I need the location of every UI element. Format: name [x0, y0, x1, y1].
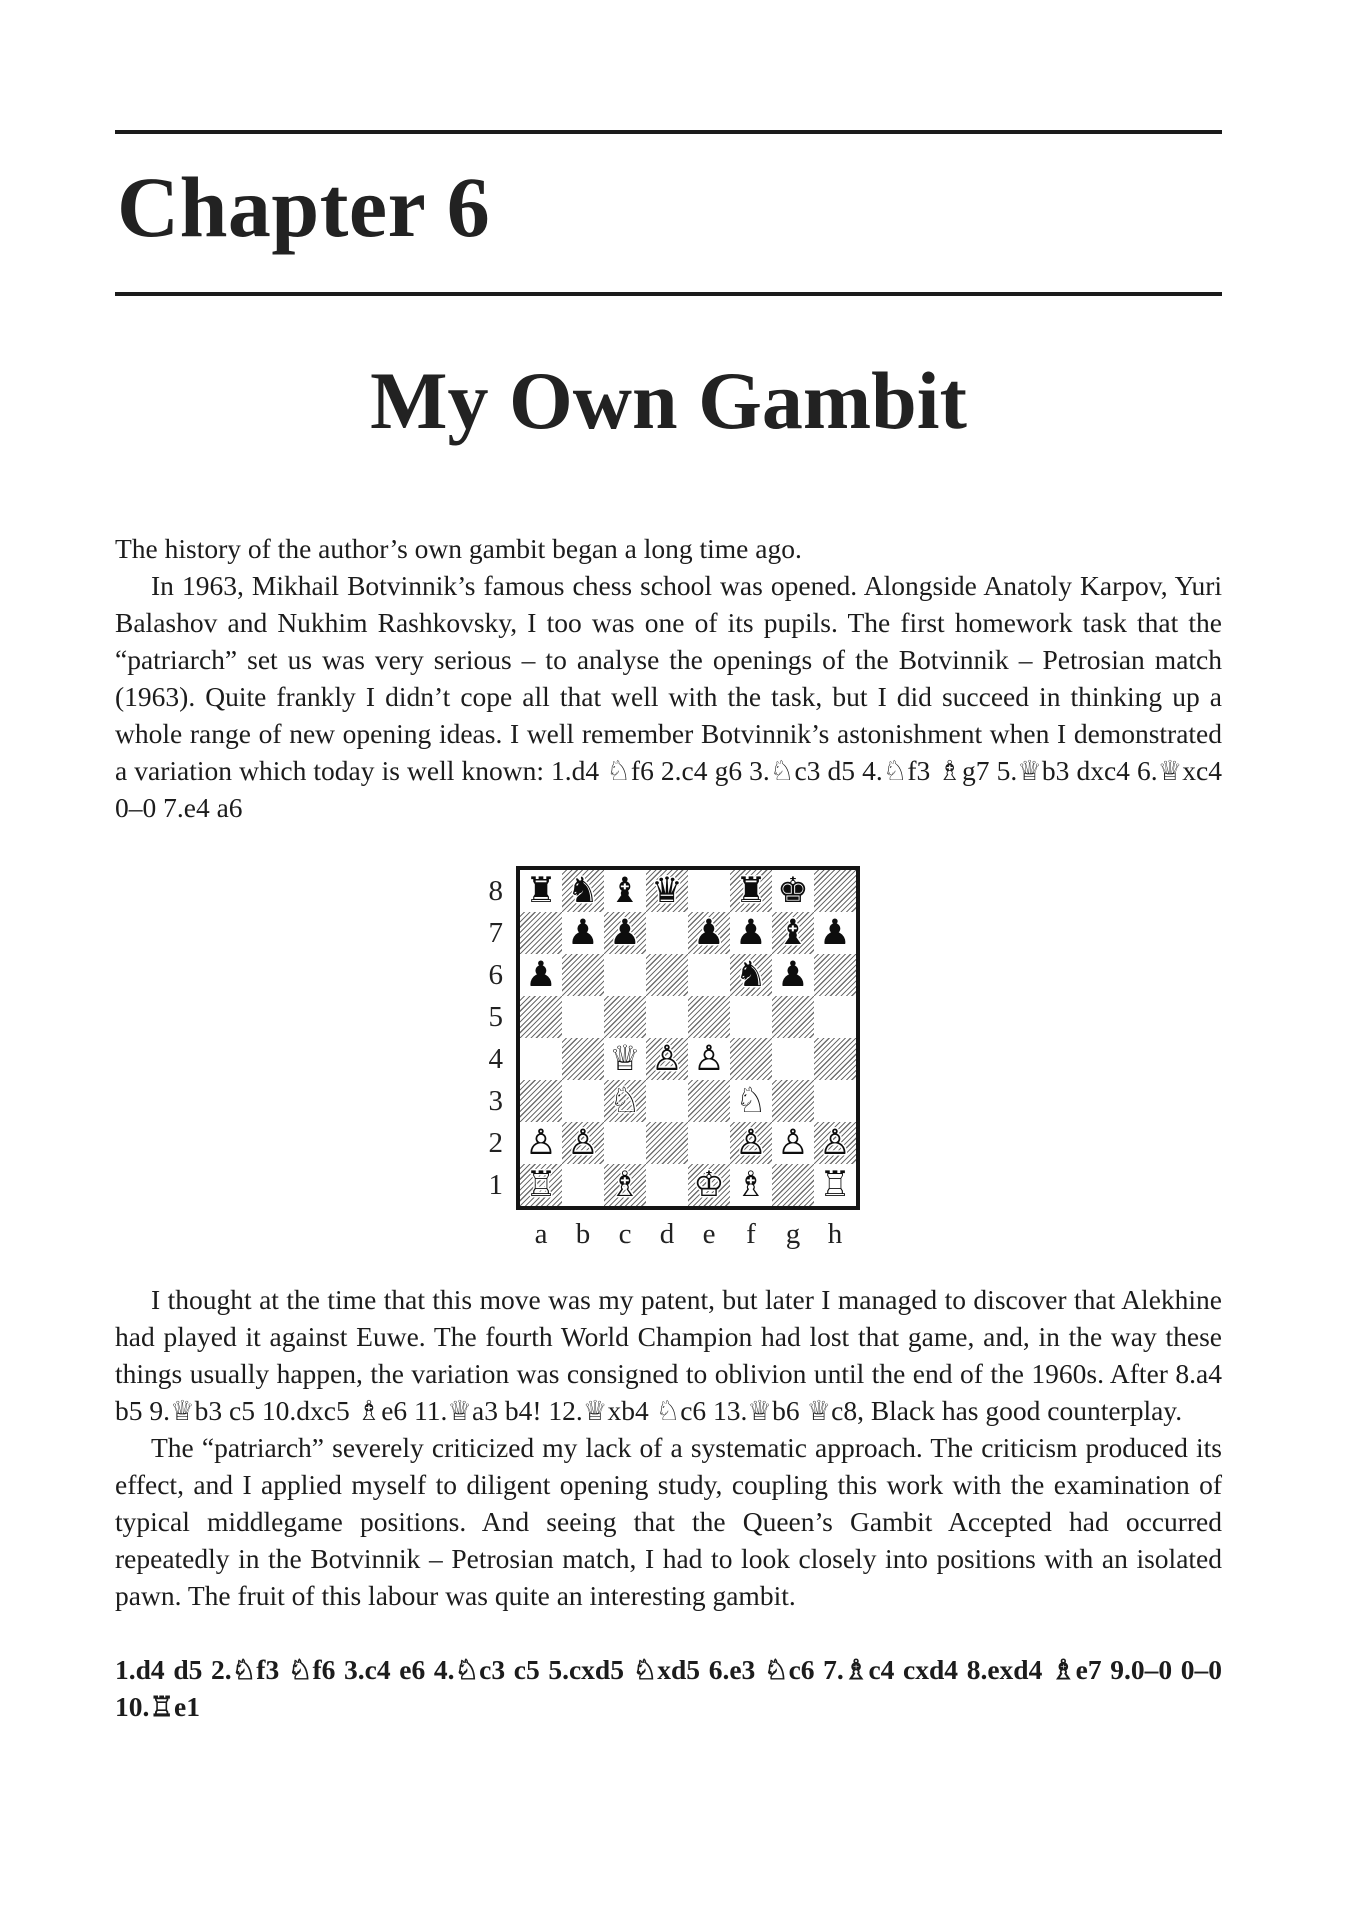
file-label-a: a: [534, 1218, 548, 1250]
board-square-e7: [688, 912, 730, 954]
piece-bp-a6: ♟: [525, 955, 557, 995]
board-square-f1: [730, 1164, 772, 1206]
chapter-heading: Chapter 6: [117, 159, 491, 255]
board-square-b8: [562, 870, 604, 912]
board-square-f6: [730, 954, 772, 996]
board-square-g5: [772, 996, 814, 1038]
rank-label-8: 8: [488, 874, 503, 907]
board-square-f2: [730, 1122, 772, 1164]
board-square-f7: [730, 912, 772, 954]
piece-wn-c3: ♘: [609, 1081, 641, 1121]
board-square-e5: [688, 996, 730, 1038]
board-square-d1: [646, 1164, 688, 1206]
paragraph-history: The history of the author’s own gambit began a long time ago.: [115, 533, 802, 564]
file-label-d: d: [659, 1218, 675, 1250]
board-square-d2: [646, 1122, 688, 1164]
board-square-b6: [562, 954, 604, 996]
piece-wp-e4: ♙: [693, 1039, 725, 1079]
piece-bp-c7: ♟: [609, 913, 641, 953]
board-square-d6: [646, 954, 688, 996]
board-square-f3: [730, 1080, 772, 1122]
board-square-h3: [814, 1080, 856, 1122]
piece-bp-b7: ♟: [567, 913, 599, 953]
rank-labels: [477, 866, 503, 1206]
board-square-b7: [562, 912, 604, 954]
board-square-g4: [772, 1038, 814, 1080]
board-square-h4: [814, 1038, 856, 1080]
board-square-c3: [604, 1080, 646, 1122]
board-square-c6: [604, 954, 646, 996]
board-square-c1: [604, 1164, 646, 1206]
paragraph-patent: I thought at the time that this move was my patent, but later I managed to discover that Alekhine had played it against Euwe. The fourth World Champion had lost that game, and, in the way these things usually happen, the variation was consigned to oblivion until the end of the 1960s. After 8.a4 b5 9.♕b3 c5 10.dxc5 ♗e6 11.♕a3 b4! 12.♕xb4 ♘c6 13.♕b6 ♕c8, Black has good counterplay.: [115, 1284, 1222, 1426]
board-square-d3: [646, 1080, 688, 1122]
page-title: My Own Gambit: [370, 355, 967, 446]
piece-wr-a1: ♖: [525, 1165, 557, 1205]
board-square-a7: [520, 912, 562, 954]
paragraph-criticism: The “patriarch” severely criticized my lack of a systematic approach. The criticism produced its effect, and I applied myself to diligent opening study, coupling this work with the examination of typical middlegame positions. And seeing that the Queen’s Gambit Accepted had occurred repeatedly in the Botvinnik – Petrosian match, I had to look closely into positions with an isolated pawn. The fruit of this labour was quite an interesting gambit.: [115, 1432, 1222, 1611]
board-square-h8: [814, 870, 856, 912]
board-square-c4: [604, 1038, 646, 1080]
board-square-d8: [646, 870, 688, 912]
piece-wb-f1: ♗: [735, 1165, 767, 1205]
board-square-g6: [772, 954, 814, 996]
board-square-a2: [520, 1122, 562, 1164]
chess-board: [516, 866, 860, 1210]
piece-bq-d8: ♛: [651, 871, 683, 911]
chapter-rule-top: [115, 130, 1222, 134]
board-square-c7: [604, 912, 646, 954]
board-square-a1: [520, 1164, 562, 1206]
board-square-e8: [688, 870, 730, 912]
board-square-d7: [646, 912, 688, 954]
file-label-h: h: [827, 1218, 843, 1250]
file-label-g: g: [785, 1218, 801, 1250]
piece-bb-c8: ♝: [609, 871, 641, 911]
paragraph-botvinnik-school: In 1963, Mikhail Botvinnik’s famous chess school was opened. Alongside Anatoly Karpov, Yuri Balashov and Nukhim Rashkovsky, I too was one of its pupils. The first homework task that the “patriarch” set us was very serious – to analyse the openings of the Botvinnik – Petrosian match (1963). Quite frankly I didn’t cope all that well with the task, but I did succeed in thinking up a whole range of new opening ideas. I well remember Botvinnik’s astonishment when I demonstrated a variation which today is well known: 1.d4 ♘f6 2.c4 g6 3.♘c3 d5 4.♘f3 ♗g7 5.♕b3 dxc4 6.♕xc4 0–0 7.e4 a6: [115, 570, 1222, 823]
piece-bp-h7: ♟: [819, 913, 851, 953]
main-line-moves: 1.d4 d5 2.♘f3 ♘f6 3.c4 e6 4.♘c3 c5 5.cxd5 ♘xd5 6.e3 ♘c6 7.♗c4 cxd4 8.exd4 ♗e7 9.0–0 0–0 10.♖e1: [115, 1654, 1222, 1722]
board-square-b2: [562, 1122, 604, 1164]
board-square-e1: [688, 1164, 730, 1206]
board-square-e4: [688, 1038, 730, 1080]
file-label-b: b: [575, 1218, 591, 1250]
file-labels: [520, 1218, 860, 1251]
piece-wp-a2: ♙: [525, 1123, 557, 1163]
piece-bp-f7: ♟: [735, 913, 767, 953]
piece-wp-b2: ♙: [567, 1123, 599, 1163]
board-square-c8: [604, 870, 646, 912]
board-square-a5: [520, 996, 562, 1038]
rank-label-6: 6: [488, 958, 503, 991]
board-square-g1: [772, 1164, 814, 1206]
board-square-a4: [520, 1038, 562, 1080]
file-label-f: f: [746, 1218, 756, 1250]
board-square-c2: [604, 1122, 646, 1164]
rank-label-3: 3: [488, 1084, 503, 1117]
board-square-h5: [814, 996, 856, 1038]
piece-bb-g7: ♝: [777, 913, 809, 953]
piece-br-f8: ♜: [735, 871, 767, 911]
piece-wp-g2: ♙: [777, 1123, 809, 1163]
board-square-f5: [730, 996, 772, 1038]
board-square-e6: [688, 954, 730, 996]
piece-bp-e7: ♟: [693, 913, 725, 953]
board-square-b3: [562, 1080, 604, 1122]
board-square-b1: [562, 1164, 604, 1206]
board-square-a8: [520, 870, 562, 912]
board-square-h6: [814, 954, 856, 996]
piece-wn-f3: ♘: [735, 1081, 767, 1121]
chapter-rule-bottom: [115, 292, 1222, 296]
piece-wp-f2: ♙: [735, 1123, 767, 1163]
board-square-h7: [814, 912, 856, 954]
board-square-g7: [772, 912, 814, 954]
piece-wk-e1: ♔: [693, 1165, 725, 1205]
rank-label-5: 5: [488, 1000, 503, 1033]
board-square-f4: [730, 1038, 772, 1080]
board-square-g3: [772, 1080, 814, 1122]
board-square-c5: [604, 996, 646, 1038]
board-square-g2: [772, 1122, 814, 1164]
piece-wr-h1: ♖: [819, 1165, 851, 1205]
board-square-f8: [730, 870, 772, 912]
chess-diagram: [477, 866, 860, 1251]
piece-wb-c1: ♗: [609, 1165, 641, 1205]
piece-wp-d4: ♙: [651, 1039, 683, 1079]
piece-bp-g6: ♟: [777, 955, 809, 995]
file-label-e: e: [702, 1218, 716, 1250]
board-square-d4: [646, 1038, 688, 1080]
file-label-c: c: [618, 1218, 632, 1250]
board-square-e3: [688, 1080, 730, 1122]
piece-bn-f6: ♞: [735, 955, 767, 995]
rank-label-4: 4: [488, 1042, 503, 1075]
body-text: [115, 530, 1222, 1725]
board-square-h2: [814, 1122, 856, 1164]
piece-bk-g8: ♚: [777, 871, 809, 911]
board-square-d5: [646, 996, 688, 1038]
piece-wp-h2: ♙: [819, 1123, 851, 1163]
board-square-g8: [772, 870, 814, 912]
board-square-b5: [562, 996, 604, 1038]
board-square-e2: [688, 1122, 730, 1164]
piece-bn-b8: ♞: [567, 871, 599, 911]
board-square-h1: [814, 1164, 856, 1206]
rank-label-2: 2: [488, 1126, 503, 1159]
piece-br-a8: ♜: [525, 871, 557, 911]
board-square-b4: [562, 1038, 604, 1080]
rank-label-7: 7: [488, 916, 503, 949]
chapter-header: [115, 130, 1222, 296]
piece-wq-c4: ♕: [609, 1039, 641, 1079]
rank-label-1: 1: [488, 1168, 503, 1201]
board-square-a6: [520, 954, 562, 996]
board-square-a3: [520, 1080, 562, 1122]
